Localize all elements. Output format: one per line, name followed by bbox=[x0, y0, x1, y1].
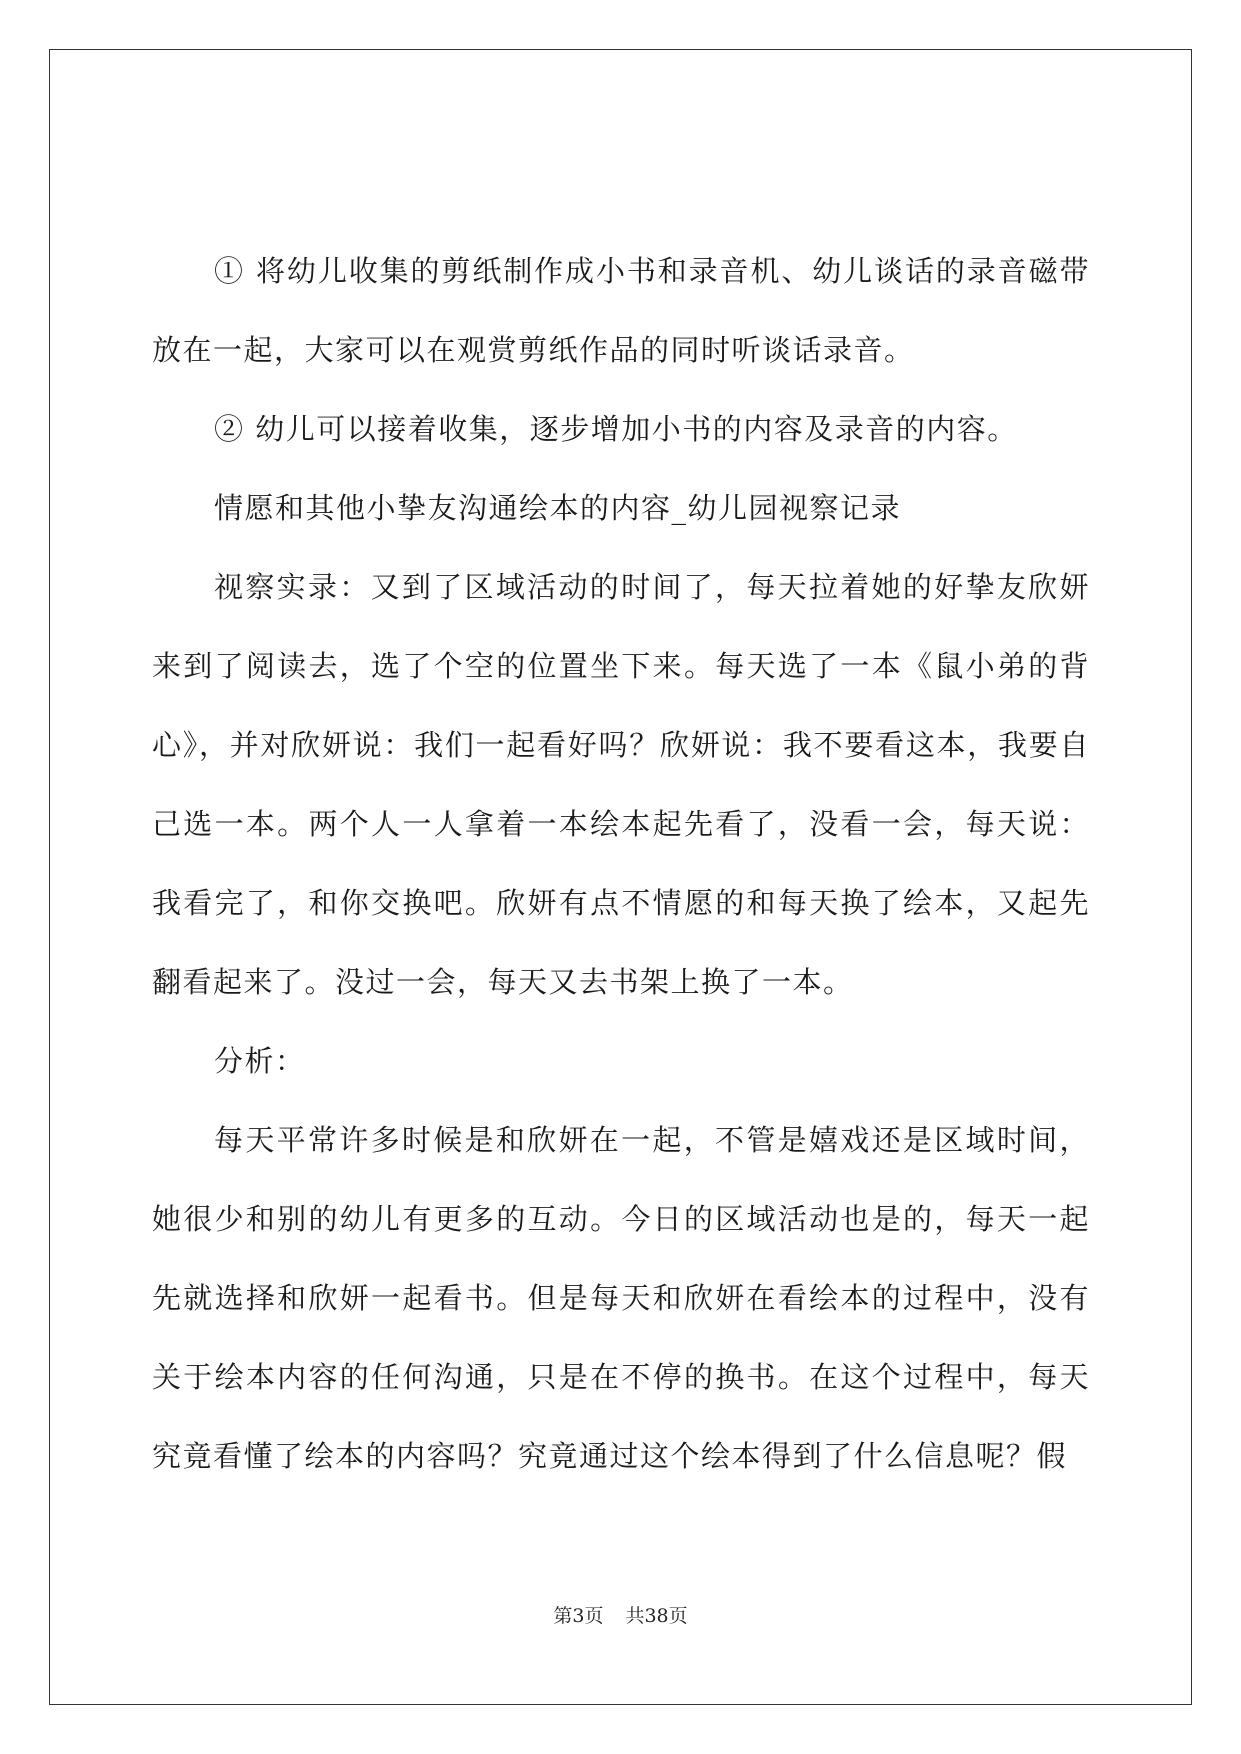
paragraph-observation: 视察实录：又到了区域活动的时间了，每天拉着她的好挚友欣妍来到了阅读去，选了个空的位置坐下来。每天选了一本《鼠小弟的背心》，并对欣妍说：我们一起看好吗？欣妍说：我不要看这本，我要自己选一本。两个人一人拿着一本绘本起先看了，没看一会，每天说：我看完了，和你交换吧。欣妍有点不情愿的和每天换了绘本，又起先翻看起来了。没过一会，每天又去书架上换了一本。 bbox=[152, 570, 1090, 999]
section-heading: 情愿和其他小挚友沟通绘本的内容_幼儿园视察记录 bbox=[214, 491, 902, 525]
paragraph-2: ② 幼儿可以接着收集，逐步增加小书的内容及录音的内容。 bbox=[214, 412, 1018, 446]
document-body bbox=[152, 232, 1090, 1496]
paragraph-1: ① 将幼儿收集的剪纸制作成小书和录音机、幼儿谈话的录音磁带放在一起，大家可以在观赏剪纸作品的同时听谈话录音。 bbox=[152, 254, 1090, 367]
page-number: 第3页 bbox=[553, 1605, 604, 1627]
page-total: 共38页 bbox=[625, 1605, 688, 1627]
paragraph-analysis: 每天平常许多时候是和欣妍在一起，不管是嬉戏还是区域时间，她很少和别的幼儿有更多的互动。今日的区域活动也是的，每天一起先就选择和欣妍一起看书。但是每天和欣妍在看绘本的过程中，没有关于绘本内容的任何沟通，只是在不停的换书。在这个过程中，每天究竟看懂了绘本的内容吗？究竟通过这个绘本得到了什么信息呢？假 bbox=[152, 1123, 1090, 1473]
paragraph-analysis-label: 分析： bbox=[214, 1044, 306, 1078]
page-footer bbox=[0, 1604, 1241, 1628]
